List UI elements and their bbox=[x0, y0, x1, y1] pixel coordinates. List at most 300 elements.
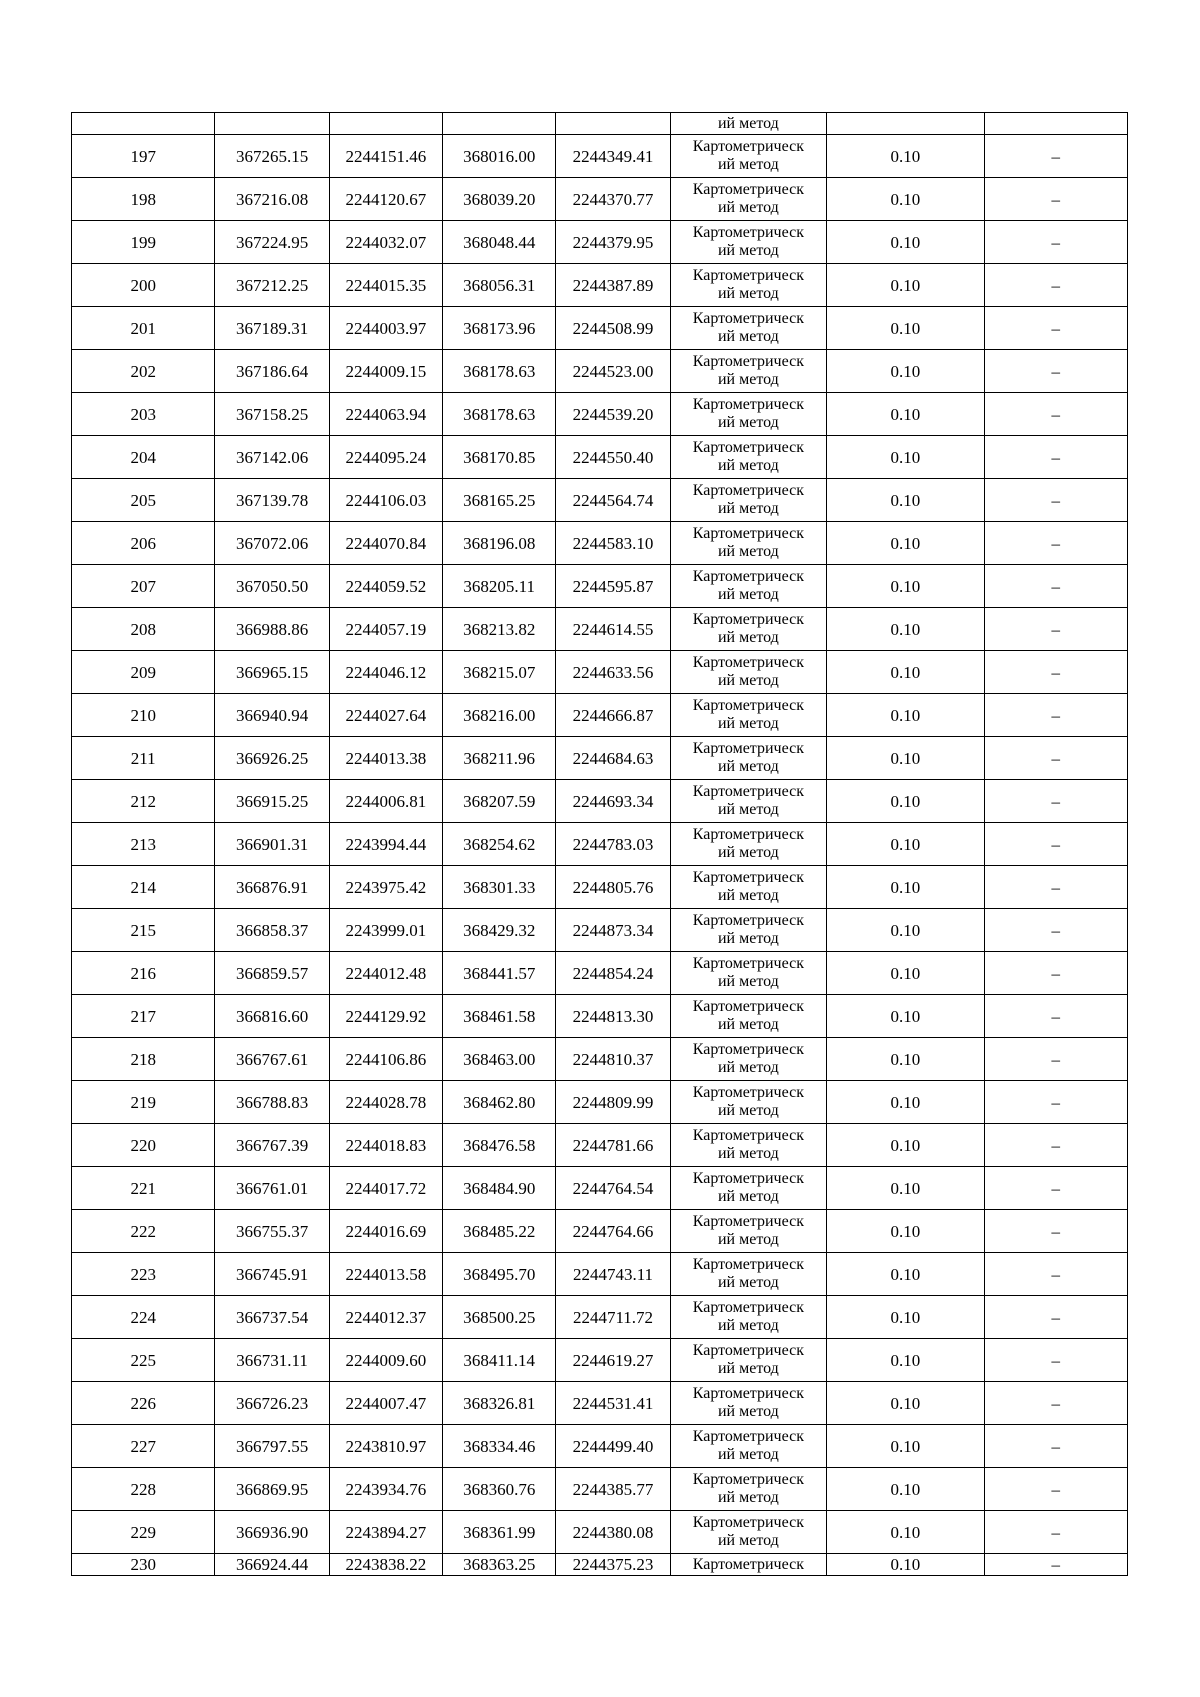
coordinates-table bbox=[71, 112, 1128, 1576]
cell-note: – bbox=[984, 350, 1127, 393]
cell-y1: 2244095.24 bbox=[329, 436, 442, 479]
method-line-1: Картометрическ bbox=[692, 611, 804, 628]
table-row bbox=[72, 178, 1128, 221]
method-line-1: Картометрическ bbox=[692, 826, 804, 843]
cell-y2: 2244385.77 bbox=[556, 1468, 670, 1511]
cell-note: – bbox=[984, 823, 1127, 866]
cell-note: – bbox=[984, 1468, 1127, 1511]
cell-point-number: 201 bbox=[72, 307, 215, 350]
cell-method bbox=[670, 780, 826, 823]
method-line-2: ий метод bbox=[717, 328, 779, 345]
cell-y1: 2244032.07 bbox=[329, 221, 442, 264]
cell-point-number: 209 bbox=[72, 651, 215, 694]
cell-x2: 368360.76 bbox=[443, 1468, 556, 1511]
cell-point-number: 229 bbox=[72, 1511, 215, 1554]
cell-note: – bbox=[984, 436, 1127, 479]
cell-x2: 368205.11 bbox=[443, 565, 556, 608]
cell-x1: 366731.11 bbox=[215, 1339, 329, 1382]
table-row bbox=[72, 1167, 1128, 1210]
cell-y1: 2243894.27 bbox=[329, 1511, 442, 1554]
cell-point-number: 220 bbox=[72, 1124, 215, 1167]
method-line-1: Картометрическ bbox=[692, 1342, 804, 1359]
table-row bbox=[72, 522, 1128, 565]
table-row bbox=[72, 350, 1128, 393]
cell-method bbox=[670, 522, 826, 565]
cell-y1: 2243999.01 bbox=[329, 909, 442, 952]
cell-y2: 2244583.10 bbox=[556, 522, 670, 565]
cell-note: – bbox=[984, 479, 1127, 522]
cell-x2: 368048.44 bbox=[443, 221, 556, 264]
cell-y2: 2244379.95 bbox=[556, 221, 670, 264]
cell-x1: 366788.83 bbox=[215, 1081, 329, 1124]
cell-accuracy: 0.10 bbox=[827, 565, 984, 608]
cell-y2: 2244508.99 bbox=[556, 307, 670, 350]
cell-y2: 2244633.56 bbox=[556, 651, 670, 694]
cell-y1: 2244070.84 bbox=[329, 522, 442, 565]
cell-method bbox=[670, 694, 826, 737]
method-line-1: Картометрическ bbox=[692, 783, 804, 800]
table-row bbox=[72, 952, 1128, 995]
method-line-1: Картометрическ bbox=[692, 998, 804, 1015]
method-line-1: Картометрическ bbox=[692, 267, 804, 284]
cell-method bbox=[670, 1038, 826, 1081]
cell-y2: 2244380.08 bbox=[556, 1511, 670, 1554]
cell-x2: 368361.99 bbox=[443, 1511, 556, 1554]
cell-y2: 2244349.41 bbox=[556, 135, 670, 178]
cell-x1: 367189.31 bbox=[215, 307, 329, 350]
cell-note: – bbox=[984, 780, 1127, 823]
method-line-2: ий метод bbox=[717, 973, 779, 990]
method-line-1: Картометрическ bbox=[692, 1170, 804, 1187]
cell-accuracy bbox=[827, 113, 984, 135]
cell-note bbox=[984, 113, 1127, 135]
cell-y1: 2243934.76 bbox=[329, 1468, 442, 1511]
method-line-2: ий метод bbox=[717, 758, 779, 775]
cell-accuracy: 0.10 bbox=[827, 307, 984, 350]
cell-y1: 2243838.22 bbox=[329, 1554, 442, 1576]
cell-y1: 2244057.19 bbox=[329, 608, 442, 651]
table-row bbox=[72, 995, 1128, 1038]
cell-y2: 2244539.20 bbox=[556, 393, 670, 436]
cell-x2: 368173.96 bbox=[443, 307, 556, 350]
cell-x1: 367224.95 bbox=[215, 221, 329, 264]
cell-y1: 2244012.37 bbox=[329, 1296, 442, 1339]
method-line-1: Картометрическ bbox=[692, 1299, 804, 1316]
cell-point-number: 202 bbox=[72, 350, 215, 393]
method-line-1: Картометрическ bbox=[692, 224, 804, 241]
cell-y2: 2244370.77 bbox=[556, 178, 670, 221]
cell-y2: 2244805.76 bbox=[556, 866, 670, 909]
table-row bbox=[72, 909, 1128, 952]
method-line-1: Картометрическ bbox=[692, 1084, 804, 1101]
cell-y2: 2244684.63 bbox=[556, 737, 670, 780]
cell-accuracy: 0.10 bbox=[827, 1038, 984, 1081]
cell-y2: 2244693.34 bbox=[556, 780, 670, 823]
cell-y2: 2244523.00 bbox=[556, 350, 670, 393]
cell-point-number: 203 bbox=[72, 393, 215, 436]
cell-note: – bbox=[984, 1296, 1127, 1339]
table-row bbox=[72, 823, 1128, 866]
table-row bbox=[72, 393, 1128, 436]
cell-x1: 367072.06 bbox=[215, 522, 329, 565]
cell-note: – bbox=[984, 952, 1127, 995]
method-line-1: Картометрическ bbox=[692, 1385, 804, 1402]
table-row bbox=[72, 1339, 1128, 1382]
cell-x1: 366988.86 bbox=[215, 608, 329, 651]
cell-note: – bbox=[984, 221, 1127, 264]
method-line-1: Картометрическ bbox=[692, 310, 804, 327]
method-line-2: ий метод bbox=[717, 1231, 779, 1248]
cell-y2: 2244783.03 bbox=[556, 823, 670, 866]
method-line-2: ий метод bbox=[717, 1489, 779, 1506]
cell-y1: 2243975.42 bbox=[329, 866, 442, 909]
cell-note: – bbox=[984, 1124, 1127, 1167]
cell-y1: 2244006.81 bbox=[329, 780, 442, 823]
cell-y1: 2244007.47 bbox=[329, 1382, 442, 1425]
cell-x1: 366926.25 bbox=[215, 737, 329, 780]
cell-x2: 368254.62 bbox=[443, 823, 556, 866]
cell-x2: 368429.32 bbox=[443, 909, 556, 952]
cell-note: – bbox=[984, 1382, 1127, 1425]
method-line-1: Картометрическ bbox=[692, 697, 804, 714]
cell-method bbox=[670, 909, 826, 952]
table-row bbox=[72, 1038, 1128, 1081]
cell-x2: 368215.07 bbox=[443, 651, 556, 694]
cell-x1: 367139.78 bbox=[215, 479, 329, 522]
table-row bbox=[72, 1554, 1128, 1576]
cell-x1: 367050.50 bbox=[215, 565, 329, 608]
cell-point-number: 214 bbox=[72, 866, 215, 909]
cell-method bbox=[670, 866, 826, 909]
cell-x2: 368495.70 bbox=[443, 1253, 556, 1296]
cell-note: – bbox=[984, 995, 1127, 1038]
cell-y2: 2244711.72 bbox=[556, 1296, 670, 1339]
method-line-2: ий метод bbox=[717, 715, 779, 732]
cell-note: – bbox=[984, 1038, 1127, 1081]
cell-point-number: 222 bbox=[72, 1210, 215, 1253]
table-row bbox=[72, 1382, 1128, 1425]
table-row bbox=[72, 1296, 1128, 1339]
cell-note: – bbox=[984, 565, 1127, 608]
cell-x1: 366737.54 bbox=[215, 1296, 329, 1339]
table-row-continuation bbox=[72, 113, 1128, 135]
cell-y1: 2244059.52 bbox=[329, 565, 442, 608]
cell-note: – bbox=[984, 608, 1127, 651]
method-line-2: ий метод bbox=[717, 1274, 779, 1291]
cell-accuracy: 0.10 bbox=[827, 393, 984, 436]
cell-accuracy: 0.10 bbox=[827, 522, 984, 565]
cell-x2: 368476.58 bbox=[443, 1124, 556, 1167]
cell-accuracy: 0.10 bbox=[827, 479, 984, 522]
cell-method bbox=[670, 1081, 826, 1124]
table-row bbox=[72, 1210, 1128, 1253]
cell-method bbox=[670, 1339, 826, 1382]
method-line-2: ий метод bbox=[717, 500, 779, 517]
table-row bbox=[72, 479, 1128, 522]
cell-point-number: 206 bbox=[72, 522, 215, 565]
cell-x2: 368216.00 bbox=[443, 694, 556, 737]
cell-note: – bbox=[984, 737, 1127, 780]
cell-point-number: 207 bbox=[72, 565, 215, 608]
cell-y2: 2244564.74 bbox=[556, 479, 670, 522]
cell-y1: 2244106.86 bbox=[329, 1038, 442, 1081]
cell-accuracy: 0.10 bbox=[827, 1554, 984, 1576]
cell-point-number: 226 bbox=[72, 1382, 215, 1425]
method-line-1: Картометрическ bbox=[692, 1256, 804, 1273]
cell-note: – bbox=[984, 866, 1127, 909]
cell-point-number: 215 bbox=[72, 909, 215, 952]
method-line-2: ий метод bbox=[717, 629, 779, 646]
method-line-1: Картометрическ bbox=[692, 1555, 804, 1573]
cell-method bbox=[670, 178, 826, 221]
table-body bbox=[72, 113, 1128, 1576]
cell-accuracy: 0.10 bbox=[827, 1124, 984, 1167]
cell-note: – bbox=[984, 264, 1127, 307]
cell-y2 bbox=[556, 113, 670, 135]
cell-x1: 367158.25 bbox=[215, 393, 329, 436]
cell-accuracy: 0.10 bbox=[827, 737, 984, 780]
cell-y2: 2244743.11 bbox=[556, 1253, 670, 1296]
cell-x1: 367142.06 bbox=[215, 436, 329, 479]
cell-accuracy: 0.10 bbox=[827, 178, 984, 221]
method-line-2: ий метод bbox=[717, 1403, 779, 1420]
cell-method bbox=[670, 135, 826, 178]
cell-accuracy: 0.10 bbox=[827, 436, 984, 479]
cell-x1: 366859.57 bbox=[215, 952, 329, 995]
cell-accuracy: 0.10 bbox=[827, 909, 984, 952]
cell-y1: 2244151.46 bbox=[329, 135, 442, 178]
table-row bbox=[72, 1253, 1128, 1296]
cell-accuracy: 0.10 bbox=[827, 1382, 984, 1425]
cell-method bbox=[670, 1210, 826, 1253]
cell-accuracy: 0.10 bbox=[827, 823, 984, 866]
cell-x1: 366745.91 bbox=[215, 1253, 329, 1296]
method-line-1: Картометрическ bbox=[692, 1514, 804, 1531]
cell-x1: 366876.91 bbox=[215, 866, 329, 909]
cell-point-number: 218 bbox=[72, 1038, 215, 1081]
table-row bbox=[72, 694, 1128, 737]
cell-method bbox=[670, 651, 826, 694]
cell-point-number: 199 bbox=[72, 221, 215, 264]
table-row bbox=[72, 1081, 1128, 1124]
method-line-2: ий метод bbox=[717, 1360, 779, 1377]
cell-x2: 368363.25 bbox=[443, 1554, 556, 1576]
cell-x1: 367186.64 bbox=[215, 350, 329, 393]
cell-accuracy: 0.10 bbox=[827, 1296, 984, 1339]
table-row bbox=[72, 608, 1128, 651]
cell-method bbox=[670, 952, 826, 995]
cell-y1: 2244028.78 bbox=[329, 1081, 442, 1124]
cell-accuracy: 0.10 bbox=[827, 350, 984, 393]
cell-x2: 368196.08 bbox=[443, 522, 556, 565]
cell-y2: 2244813.30 bbox=[556, 995, 670, 1038]
cell-accuracy: 0.10 bbox=[827, 1339, 984, 1382]
cell-point-number: 208 bbox=[72, 608, 215, 651]
cell-point-number: 216 bbox=[72, 952, 215, 995]
method-line-2: ий метод bbox=[717, 285, 779, 302]
cell-note: – bbox=[984, 909, 1127, 952]
cell-method bbox=[670, 1468, 826, 1511]
cell-note: – bbox=[984, 651, 1127, 694]
cell-x1: 366915.25 bbox=[215, 780, 329, 823]
cell-accuracy: 0.10 bbox=[827, 221, 984, 264]
cell-x2: 368170.85 bbox=[443, 436, 556, 479]
cell-x2: 368485.22 bbox=[443, 1210, 556, 1253]
cell-y1: 2244009.60 bbox=[329, 1339, 442, 1382]
method-line-1: Картометрическ bbox=[692, 1041, 804, 1058]
cell-y1: 2243810.97 bbox=[329, 1425, 442, 1468]
method-line-1: Картометрическ bbox=[692, 912, 804, 929]
cell-x1: 366858.37 bbox=[215, 909, 329, 952]
cell-y1: 2244027.64 bbox=[329, 694, 442, 737]
cell-note: – bbox=[984, 393, 1127, 436]
cell-x2: 368039.20 bbox=[443, 178, 556, 221]
table-row bbox=[72, 1468, 1128, 1511]
cell-method bbox=[670, 1425, 826, 1468]
cell-point-number: 224 bbox=[72, 1296, 215, 1339]
cell-x1: 366797.55 bbox=[215, 1425, 329, 1468]
cell-point-number: 200 bbox=[72, 264, 215, 307]
cell-method bbox=[670, 307, 826, 350]
cell-note: – bbox=[984, 1167, 1127, 1210]
method-line-2: ий метод bbox=[717, 1532, 779, 1549]
cell-y2: 2244531.41 bbox=[556, 1382, 670, 1425]
table-row bbox=[72, 780, 1128, 823]
method-line-1: Картометрическ bbox=[692, 396, 804, 413]
cell-point-number: 205 bbox=[72, 479, 215, 522]
cell-y1: 2243994.44 bbox=[329, 823, 442, 866]
method-line-1: Картометрическ bbox=[692, 138, 804, 155]
cell-point-number: 204 bbox=[72, 436, 215, 479]
cell-accuracy: 0.10 bbox=[827, 1081, 984, 1124]
cell-x2: 368411.14 bbox=[443, 1339, 556, 1382]
cell-method bbox=[670, 221, 826, 264]
cell-x2: 368462.80 bbox=[443, 1081, 556, 1124]
cell-accuracy: 0.10 bbox=[827, 780, 984, 823]
cell-y2: 2244873.34 bbox=[556, 909, 670, 952]
method-line-1: Картометрическ bbox=[692, 181, 804, 198]
cell-y2: 2244764.66 bbox=[556, 1210, 670, 1253]
cell-point-number bbox=[72, 113, 215, 135]
cell-x2: 368016.00 bbox=[443, 135, 556, 178]
cell-point-number: 223 bbox=[72, 1253, 215, 1296]
cell-x1: 366940.94 bbox=[215, 694, 329, 737]
cell-y1: 2244018.83 bbox=[329, 1124, 442, 1167]
cell-x1: 366755.37 bbox=[215, 1210, 329, 1253]
cell-accuracy: 0.10 bbox=[827, 1511, 984, 1554]
cell-x1: 366901.31 bbox=[215, 823, 329, 866]
cell-method bbox=[670, 350, 826, 393]
cell-accuracy: 0.10 bbox=[827, 694, 984, 737]
cell-accuracy: 0.10 bbox=[827, 1468, 984, 1511]
cell-note: – bbox=[984, 694, 1127, 737]
cell-x2: 368441.57 bbox=[443, 952, 556, 995]
cell-method bbox=[670, 608, 826, 651]
cell-method bbox=[670, 1382, 826, 1425]
cell-accuracy: 0.10 bbox=[827, 952, 984, 995]
cell-y2: 2244764.54 bbox=[556, 1167, 670, 1210]
method-line-2: ий метод bbox=[717, 156, 779, 173]
cell-accuracy: 0.10 bbox=[827, 651, 984, 694]
method-line-1: Картометрическ bbox=[692, 482, 804, 499]
method-line-2: ий метод bbox=[717, 844, 779, 861]
cell-note: – bbox=[984, 178, 1127, 221]
method-line-2: ий метод bbox=[717, 1145, 779, 1162]
method-line-1: Картометрическ bbox=[692, 1428, 804, 1445]
cell-accuracy: 0.10 bbox=[827, 1425, 984, 1468]
cell-y1: 2244009.15 bbox=[329, 350, 442, 393]
cell-point-number: 225 bbox=[72, 1339, 215, 1382]
cell-point-number: 227 bbox=[72, 1425, 215, 1468]
cell-x2: 368500.25 bbox=[443, 1296, 556, 1339]
cell-point-number: 212 bbox=[72, 780, 215, 823]
cell-point-number: 213 bbox=[72, 823, 215, 866]
cell-x2: 368461.58 bbox=[443, 995, 556, 1038]
cell-y2: 2244375.23 bbox=[556, 1554, 670, 1576]
cell-y1: 2244016.69 bbox=[329, 1210, 442, 1253]
table-row bbox=[72, 565, 1128, 608]
cell-point-number: 197 bbox=[72, 135, 215, 178]
cell-point-number: 211 bbox=[72, 737, 215, 780]
cell-x1: 366965.15 bbox=[215, 651, 329, 694]
method-line-2: ий метод bbox=[717, 543, 779, 560]
cell-y2: 2244781.66 bbox=[556, 1124, 670, 1167]
cell-point-number: 230 bbox=[72, 1554, 215, 1576]
cell-method: ий метод bbox=[670, 113, 826, 135]
table-row bbox=[72, 1425, 1128, 1468]
cell-method bbox=[670, 264, 826, 307]
cell-x2: 368056.31 bbox=[443, 264, 556, 307]
cell-y2: 2244854.24 bbox=[556, 952, 670, 995]
method-line-1: Картометрическ bbox=[692, 353, 804, 370]
cell-y2: 2244809.99 bbox=[556, 1081, 670, 1124]
cell-x1: 366924.44 bbox=[215, 1554, 329, 1576]
method-line-1: Картометрическ bbox=[692, 1213, 804, 1230]
cell-x1: 367265.15 bbox=[215, 135, 329, 178]
method-line-2: ий метод bbox=[717, 672, 779, 689]
cell-y1: 2244063.94 bbox=[329, 393, 442, 436]
method-line-2: ий метод bbox=[717, 930, 779, 947]
cell-note: – bbox=[984, 522, 1127, 565]
table-row bbox=[72, 737, 1128, 780]
cell-y1: 2244046.12 bbox=[329, 651, 442, 694]
cell-x2: 368178.63 bbox=[443, 350, 556, 393]
cell-note: – bbox=[984, 135, 1127, 178]
table-row bbox=[72, 1124, 1128, 1167]
cell-method bbox=[670, 1253, 826, 1296]
cell-y2: 2244666.87 bbox=[556, 694, 670, 737]
method-line-2: ий метод bbox=[717, 887, 779, 904]
method-line-2: ий метод bbox=[717, 1102, 779, 1119]
cell-x2: 368484.90 bbox=[443, 1167, 556, 1210]
table-row bbox=[72, 651, 1128, 694]
cell-note: – bbox=[984, 307, 1127, 350]
cell-y2: 2244550.40 bbox=[556, 436, 670, 479]
cell-x2: 368165.25 bbox=[443, 479, 556, 522]
cell-x2: 368301.33 bbox=[443, 866, 556, 909]
cell-method bbox=[670, 1554, 826, 1576]
cell-y1: 2244017.72 bbox=[329, 1167, 442, 1210]
method-line-1: Картометрическ bbox=[692, 525, 804, 542]
cell-x1: 367216.08 bbox=[215, 178, 329, 221]
method-line-2: ий метод bbox=[717, 414, 779, 431]
cell-note: – bbox=[984, 1081, 1127, 1124]
cell-method bbox=[670, 1296, 826, 1339]
cell-method bbox=[670, 1511, 826, 1554]
cell-x1: 366767.39 bbox=[215, 1124, 329, 1167]
method-line-2: ий метод bbox=[717, 586, 779, 603]
cell-point-number: 217 bbox=[72, 995, 215, 1038]
